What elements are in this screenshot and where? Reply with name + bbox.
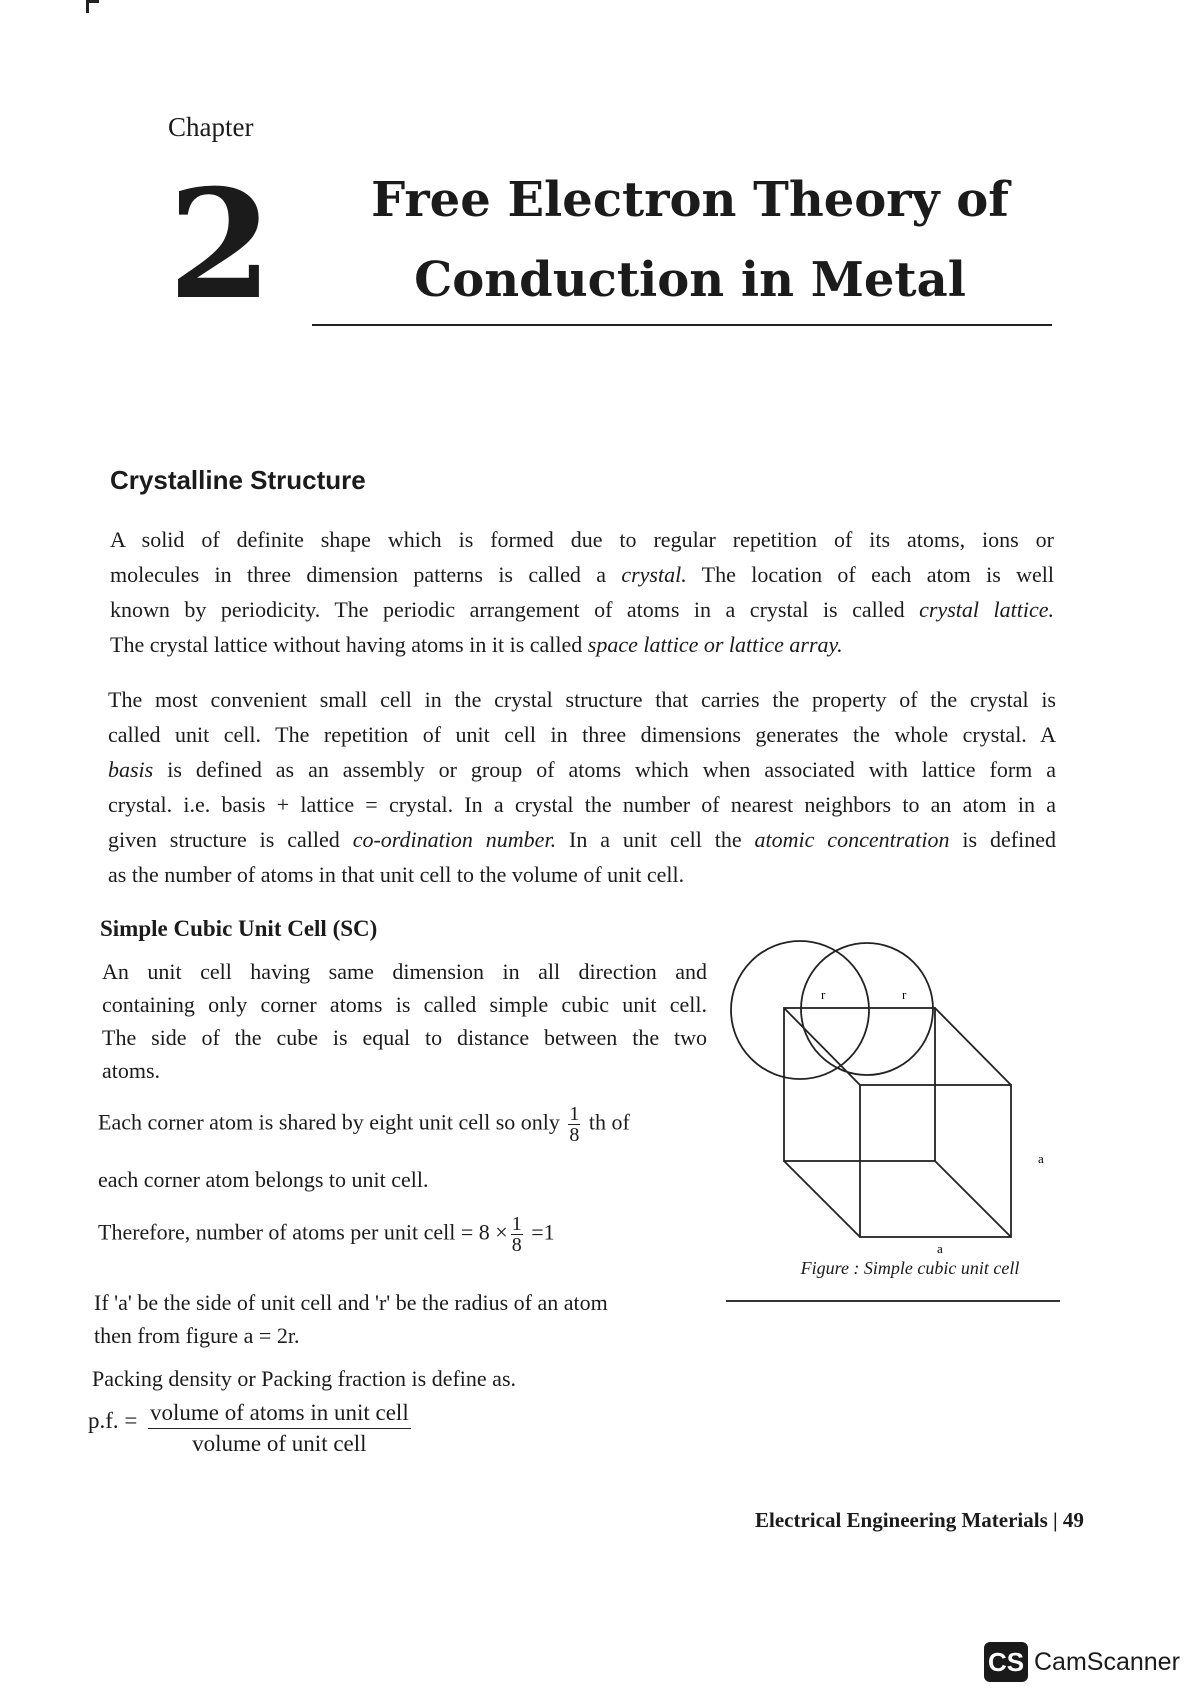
packing-definition: Packing density or Packing fraction is define as.: [92, 1366, 517, 1391]
paragraph2-line3: basis is defined as an assembly or group of atoms which when associated with lattice form a: [108, 757, 1056, 782]
figure-label-a-side: a: [1038, 1151, 1044, 1166]
title-underline: [312, 324, 1052, 326]
atom-circle-left: [731, 941, 869, 1079]
sc-definition-line2: containing only corner atoms is called simple cubic unit cell.: [102, 992, 707, 1017]
paragraph1-line4: The crystal lattice without having atoms in it is called space lattice or lattice array.: [110, 632, 843, 657]
pf-fraction: [148, 1400, 411, 1457]
paragraph2-line2: called unit cell. The repetition of unit cell in three dimensions generates the whole crystal. A: [108, 722, 1056, 747]
atom-count-equation: Therefore, number of atoms per unit cell = 8 × $\frac{1}{8}$ =1: [98, 1213, 555, 1256]
pf-label: p.f. =: [88, 1408, 138, 1433]
sc-definition-line1: An unit cell having same dimension in all direction and: [102, 959, 707, 984]
figure-label-a-bottom: a: [937, 1241, 943, 1255]
paragraph1-line1: A solid of definite shape which is formed due to regular repetition of its atoms, ions or: [110, 527, 1054, 552]
sc-definition-line3: The side of the cube is equal to distance between the two: [102, 1025, 707, 1050]
simple-cubic-figure: [720, 925, 1080, 1255]
fraction-one-eighth: $\frac{1}{8}$: [569, 1103, 580, 1146]
corner-mark: [86, 0, 99, 13]
chapter-label: Chapter: [168, 112, 254, 142]
radius-line1: If 'a' be the side of unit cell and 'r' be the radius of an atom: [94, 1290, 608, 1315]
sc-definition-line4: atoms.: [102, 1058, 161, 1083]
figure-caption: Figure : Simple cubic unit cell: [800, 1258, 1020, 1278]
paragraph1-line3: known by periodicity. The periodic arrangement of atoms in a crystal is called crystal lattice.: [110, 597, 1054, 622]
pf-numerator: volume of atoms in unit cell: [148, 1400, 411, 1429]
figure-label-r1: r: [821, 987, 826, 1002]
figure-label-r2: r: [902, 987, 907, 1002]
corner-share-line2: each corner atom belongs to unit cell.: [98, 1167, 429, 1192]
page-footer: Electrical Engineering Materials | 49: [755, 1508, 1084, 1532]
paragraph2-line4: crystal. i.e. basis + lattice = crystal. In a crystal the number of nearest neighbors to an atom in a: [108, 792, 1056, 817]
fraction-one-eighth-count: $\frac{1}{8}$: [511, 1213, 522, 1256]
camscanner-logo-icon: CS: [984, 1642, 1028, 1682]
paragraph1-line2: molecules in three dimension patterns is called a crystal. The location of each atom is well: [110, 562, 1054, 587]
paragraph2-line6: as the number of atoms in that unit cell to the volume of unit cell.: [108, 862, 685, 887]
pf-denominator: volume of unit cell: [192, 1431, 367, 1456]
chapter-title-line1: Free Electron Theory of: [371, 172, 1009, 228]
atom-circle-right: [801, 943, 933, 1075]
section-heading: Crystalline Structure: [110, 465, 366, 495]
paragraph2-line5: given structure is called co-ordination number. In a unit cell the atomic concentration is defined: [108, 827, 1056, 852]
radius-line2: then from figure a = 2r.: [94, 1323, 300, 1348]
corner-share-line1: Each corner atom is shared by eight unit cell so only $\frac{1}{8}$ th of: [98, 1103, 630, 1146]
paragraph2-line1: The most convenient small cell in the crystal structure that carries the property of the crystal is: [108, 687, 1056, 712]
chapter-title-line2: Conduction in Metal: [414, 252, 966, 308]
sc-heading: Simple Cubic Unit Cell (SC): [100, 916, 378, 941]
figure-divider: [726, 1300, 1060, 1302]
chapter-number: 2: [168, 157, 273, 333]
camscanner-watermark: CamScanner: [1034, 1648, 1180, 1676]
